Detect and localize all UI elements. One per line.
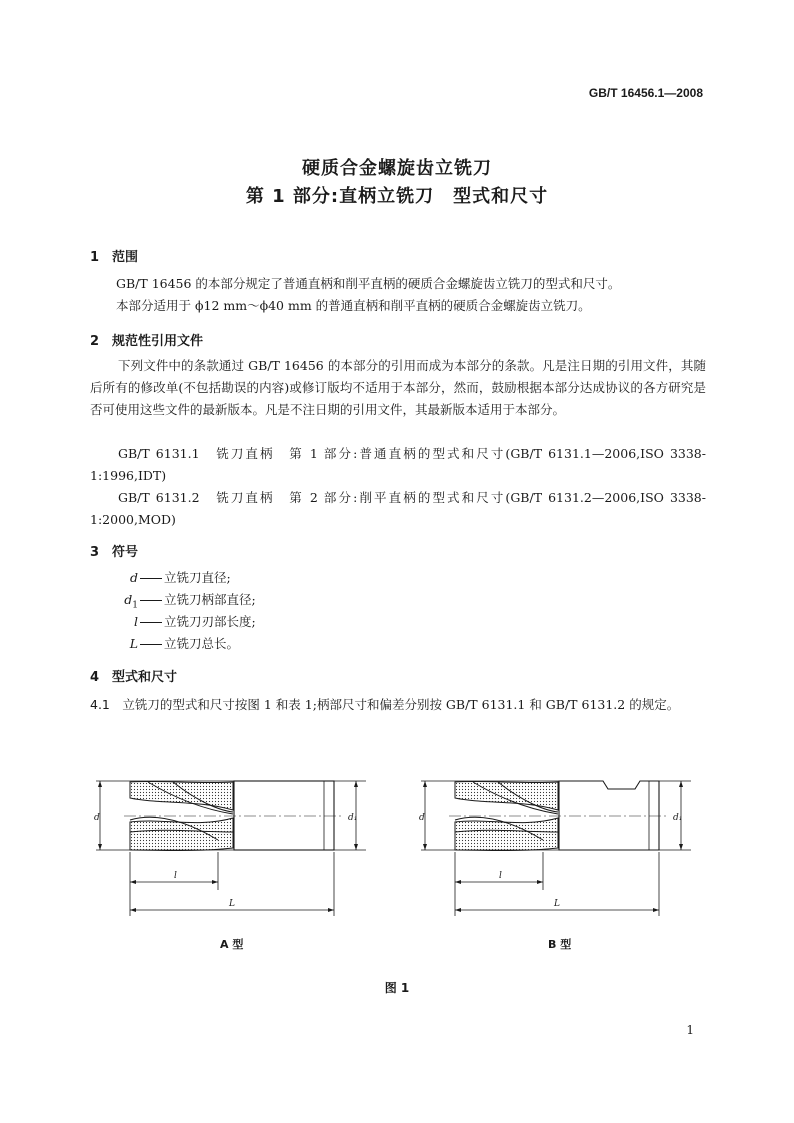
standard-code: GB/T 16456.1—2008: [588, 86, 703, 100]
symbol-var: L: [129, 636, 138, 651]
section-4-title: 型式和尺寸: [112, 670, 178, 685]
em-dash: [140, 578, 162, 579]
em-dash: [140, 622, 162, 623]
reference-gbt-6131-2: GB/T 6131.2 铣刀直柄 第 2 部分:削平直柄的型式和尺寸(GB/T 6131.2—2006,ISO 3338-1:2000,MOD): [90, 490, 706, 527]
section-4-heading: [90, 666, 177, 685]
symbol-desc: 立铣刀总长。: [164, 636, 240, 651]
symbol-desc: 立铣刀刃部长度;: [164, 614, 256, 629]
page-number: 1: [686, 1023, 694, 1037]
title-line-1: 硬质合金螺旋齿立铣刀: [302, 158, 492, 179]
symbol-var: d: [129, 570, 138, 585]
section-3-number: 3: [90, 545, 100, 560]
figure-type-b-label: B 型: [548, 938, 572, 951]
section-2-title: 规范性引用文件: [112, 334, 204, 349]
section-3-title: 符号: [112, 545, 139, 560]
dim-label-L: L: [554, 899, 560, 909]
dim-label-L: L: [229, 899, 235, 909]
dim-label-d1: d₁: [673, 813, 683, 823]
symbol-row-L: [116, 633, 239, 655]
dim-label-d1: d₁: [348, 813, 358, 823]
dim-label-d: d: [419, 813, 425, 823]
em-dash: [140, 644, 162, 645]
figure-type-a-label: A 型: [220, 938, 244, 951]
em-dash: [140, 600, 162, 601]
symbol-var: $d_1$: [124, 592, 138, 611]
symbol-desc: 立铣刀柄部直径;: [164, 592, 256, 607]
symbol-var: l: [134, 614, 138, 629]
section-2-heading: [90, 330, 203, 349]
section-1-number: 1: [90, 250, 100, 265]
figure-caption: 图 1: [384, 981, 410, 995]
section-1-title: 范围: [112, 250, 139, 265]
section-1-para-1: GB/T 16456 的本部分规定了普通直柄和削平直柄的硬质合金螺旋齿立铣刀的型式和尺寸。: [116, 276, 621, 291]
dim-label-l: l: [174, 871, 177, 881]
symbol-row-l: [116, 611, 256, 633]
symbol-row-d: [116, 567, 231, 589]
symbol-row-d1: [116, 589, 256, 611]
dim-label-l: l: [499, 871, 502, 881]
section-1-heading: [90, 246, 138, 265]
title-line-2: 第 1 部分:直柄立铣刀 型式和尺寸: [245, 186, 549, 207]
symbol-desc: 立铣刀直径;: [164, 570, 231, 585]
reference-gbt-6131-1: GB/T 6131.1 铣刀直柄 第 1 部分:普通直柄的型式和尺寸(GB/T 6131.1—2006,ISO 3338-1:1996,IDT): [90, 446, 706, 483]
dim-label-d: d: [94, 813, 100, 823]
section-2-intro: 下列文件中的条款通过 GB/T 16456 的本部分的引用而成为本部分的条款。凡是注日期的引用文件，其随后所有的修改单(不包括勘误的内容)或修订版均不适用于本部分，然而，鼓励根据本部分达成协议的各方研究是否可使用这些文件的最新版本。凡是不注日期的引用文件，其最新版本适用于本部分。: [90, 358, 706, 417]
clause-4-1: [90, 694, 706, 716]
section-3-heading: [90, 541, 138, 560]
clause-4-1-number: 4.1: [90, 697, 110, 712]
section-2-number: 2: [90, 334, 100, 349]
figure-type-b-drawing: [413, 770, 703, 920]
clause-4-1-text: 立铣刀的型式和尺寸按图 1 和表 1;柄部尺寸和偏差分别按 GB/T 6131.1 和 GB/T 6131.2 的规定。: [122, 697, 680, 712]
section-1-para-2: 本部分适用于 ϕ12 mm～ϕ40 mm 的普通直柄和削平直柄的硬质合金螺旋齿立铣刀。: [116, 298, 591, 313]
figure-type-a-drawing: [88, 770, 378, 920]
section-4-number: 4: [90, 670, 100, 685]
